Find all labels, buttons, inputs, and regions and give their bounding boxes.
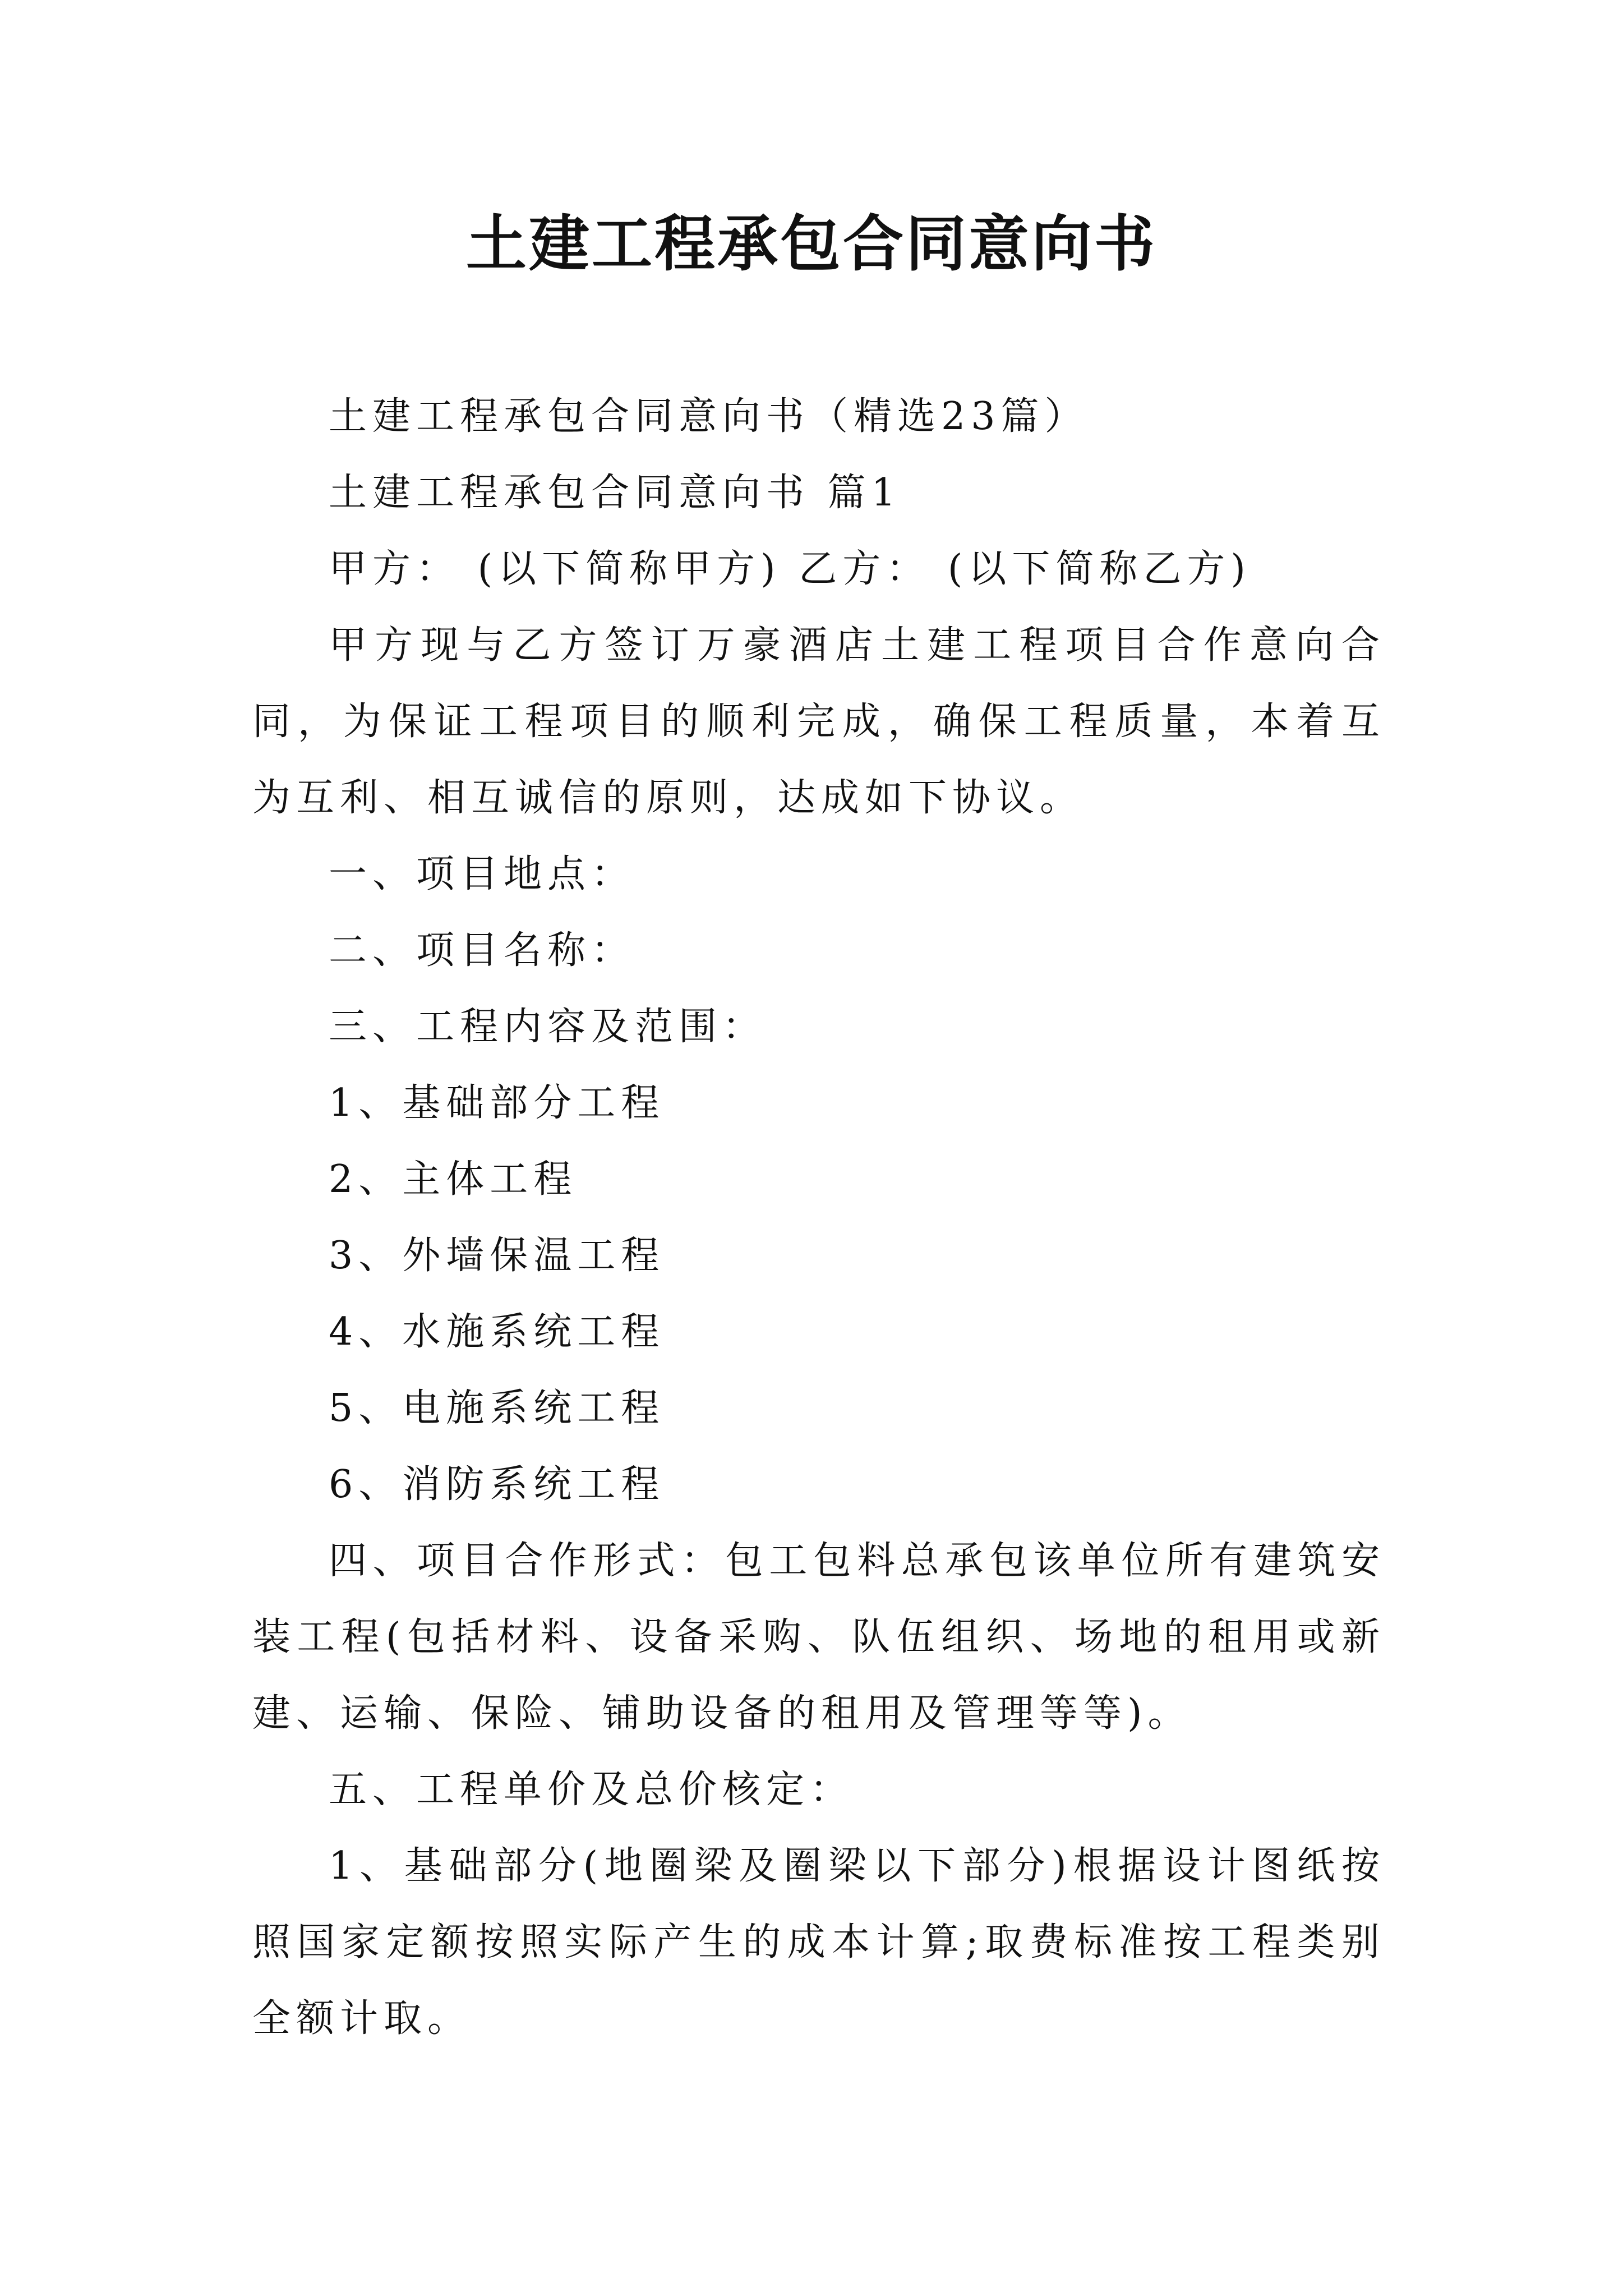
paragraph-item-scope: 三、工程内容及范围：: [329, 1005, 767, 1049]
paragraph-section-heading: 土建工程承包合同意向书 篇1: [329, 471, 901, 515]
paragraph-parties: 甲方： (以下简称甲方) 乙方： (以下简称乙方): [329, 547, 1251, 591]
list-item-insulation: 3、外墙保温工程: [329, 1234, 665, 1278]
paragraph-subtitle: 土建工程承包合同意向书（精选23篇）: [329, 394, 1089, 439]
list-item-water-system: 4、水施系统工程: [329, 1310, 665, 1354]
list-item-foundation: 1、基础部分工程: [329, 1081, 665, 1125]
paragraph-item-location: 一、项目地点：: [329, 852, 635, 896]
document-body: [252, 379, 1385, 2057]
paragraph-cooperation-form: 四、项目合作形式：包工包料总承包该单位所有建筑安装工程(包括材料、设备采购、队伍组织、场地的租用或新建、运输、保险、铺助设备的租用及管理等等)。: [252, 1539, 1385, 1736]
paragraph-pricing-heading: 五、工程单价及总价核定：: [329, 1768, 854, 1812]
document-title: 土建工程承包合同意向书: [465, 209, 1157, 279]
list-item-main-structure: 2、主体工程: [329, 1157, 578, 1202]
paragraph-item-name: 二、项目名称：: [329, 928, 635, 973]
list-item-electric-system: 5、电施系统工程: [329, 1386, 665, 1430]
paragraph-pricing-foundation: 1、基础部分(地圈梁及圈梁以下部分)根据设计图纸按照国家定额按照实际产生的成本计算;取费标准按工程类别全额计取。: [252, 1844, 1385, 2041]
list-item-fire-system: 6、消防系统工程: [329, 1462, 665, 1507]
paragraph-intro: 甲方现与乙方签订万豪酒店土建工程项目合作意向合同，为保证工程项目的顺利完成，确保工程质量，本着互为互利、相互诚信的原则，达成如下协议。: [252, 623, 1385, 820]
